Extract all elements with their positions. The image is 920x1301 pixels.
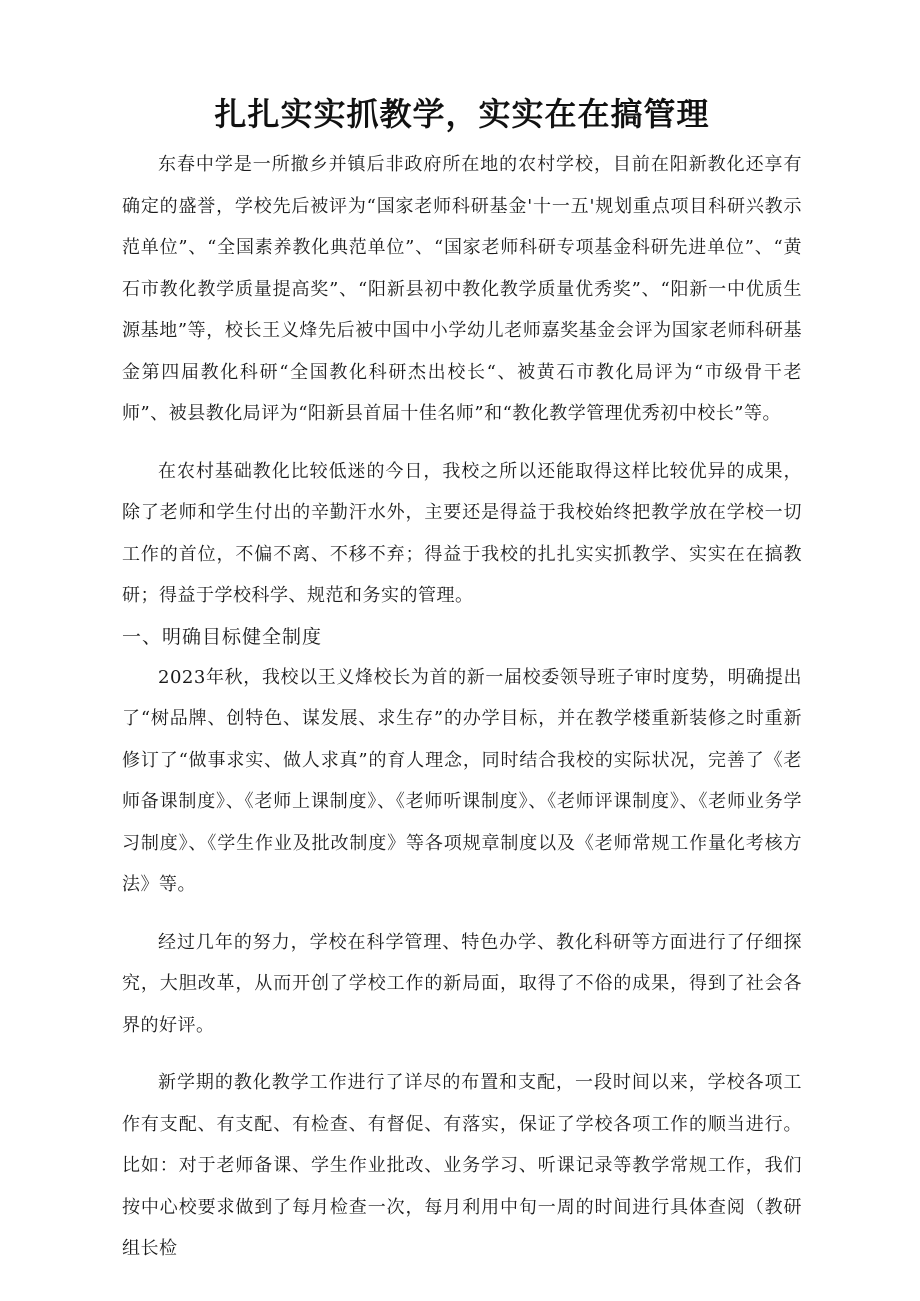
achievement-paragraph: 在农村基础教化比较低迷的今日，我校之所以还能取得这样比较优异的成果，除了老师和学生付出的辛勤汗水外，主要还是得益于我校始终把教学放在学校一切工作的首位，不偏不离、不移不弃；得益于我校的扎扎实实抓教学、实实在在搞教研；得益于学校科学、规范和务实的管理。 — [122, 460, 802, 606]
efforts-paragraph: 经过几年的努力，学校在科学管理、特色办学、教化科研等方面进行了仔细探究，大胆改革，从而开创了学校工作的新局面，取得了不俗的成果，得到了社会各界的好评。 — [122, 931, 802, 1036]
document-page — [122, 88, 802, 1270]
new-term-paragraph: 新学期的教化教学工作进行了详尽的布置和支配，一段时间以来，学校各项工作有支配、有支配、有检查、有督促、有落实，保证了学校各项工作的顺当进行。比如：对于老师备课、学生作业批改、业务学习、听课记录等教学常规工作，我们按中心校要求做到了每月检查一次，每月利用中旬一周的时间进行具体查阅（教研组长检 — [122, 1072, 802, 1259]
goals-paragraph: 2023年秋，我校以王义烽校长为首的新一届校委领导班子审时度势，明确提出了“树品牌、创特色、谋发展、求生存”的办学目标，并在教学楼重新装修之时重新修订了“做事求实、做人求真”的育人理念，同时结合我校的实际状况，完善了《老师备课制度》、《老师上课制度》、《老师听课制度》、《老师评课制度》、《老师业务学习制度》、《学生作业及批改制度》等各项规章制度以及《老师常规工作量化考核方法》等。 — [122, 666, 802, 895]
intro-paragraph: 东春中学是一所撤乡并镇后非政府所在地的农村学校，目前在阳新教化还享有确定的盛誉，学校先后被评为“国家老师科研基金'十一五'规划重点项目科研兴教示范单位”、“全国素养教化典范单位”、“国家老师科研专项基金科研先进单位”、“黄石市教化教学质量提高奖”、“阳新县初中教化教学质量优秀奖”、“阳新一中优质生源基地”等，校长王义烽先后被中国中小学幼儿老师嘉奖基金会评为国家老师科研基金第四届教化科研“全国教化科研杰出校长“、被黄石市教化局评为“市级骨干老师”、被县教化局评为“阳新县首届十佳名师”和“教化教学管理优秀初中校长”等。 — [122, 154, 802, 424]
document-title: 扎扎实实抓教学，实实在在搞管理 — [214, 95, 710, 133]
section-heading: 一、明确目标健全制度 — [122, 625, 323, 648]
